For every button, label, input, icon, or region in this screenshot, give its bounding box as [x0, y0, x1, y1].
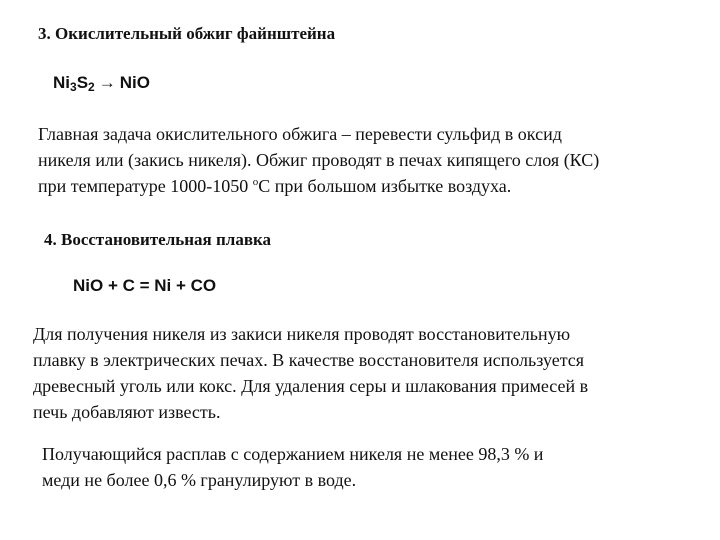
temperature-text: при температуре 1000-1050 [38, 176, 253, 196]
sulfur-subscript: 2 [88, 80, 95, 94]
paragraph-line: меди не более 0,6 % гранулируют в воде. [42, 470, 357, 490]
temperature-text-end: С при большом избытке воздуха. [258, 176, 512, 196]
reaction-arrow-icon: → [98, 73, 116, 92]
temperature-line [38, 173, 599, 199]
paragraph-line: плавку в электрических печах. В качестве восстановителя используется [33, 350, 585, 370]
roasting-description [38, 121, 599, 199]
paragraph-line: Получающийся расплав с содержанием никеля не менее 98,3 % и [42, 444, 544, 464]
reduction-description [33, 321, 588, 425]
granulation-description [42, 441, 543, 493]
degree-superscript: о [252, 176, 259, 188]
paragraph-line: печь добавляют известь. [33, 402, 221, 422]
paragraph-line: древесный уголь или кокс. Для удаления серы и шлакования примесей в [33, 376, 589, 396]
paragraph-line: никеля или (закись никеля). Обжиг проводят в печах кипящего слоя (КС) [38, 150, 600, 170]
nickel-symbol: Ni [53, 73, 70, 92]
reaction-product: NiO [119, 73, 150, 92]
reduction-reaction-formula: NiO + C = Ni + CO [73, 276, 217, 295]
section-3-heading: 3. Окислительный обжиг файнштейна [38, 24, 336, 43]
nickel-subscript: 3 [70, 80, 77, 94]
section-4-heading: 4. Восстановительная плавка [44, 230, 272, 249]
sulfur-symbol: S [76, 73, 89, 92]
paragraph-line: Для получения никеля из закиси никеля проводят восстановительную [33, 324, 571, 344]
roasting-reaction-formula [53, 73, 150, 93]
paragraph-line: Главная задача окислительного обжига – перевести сульфид в оксид [38, 124, 562, 144]
